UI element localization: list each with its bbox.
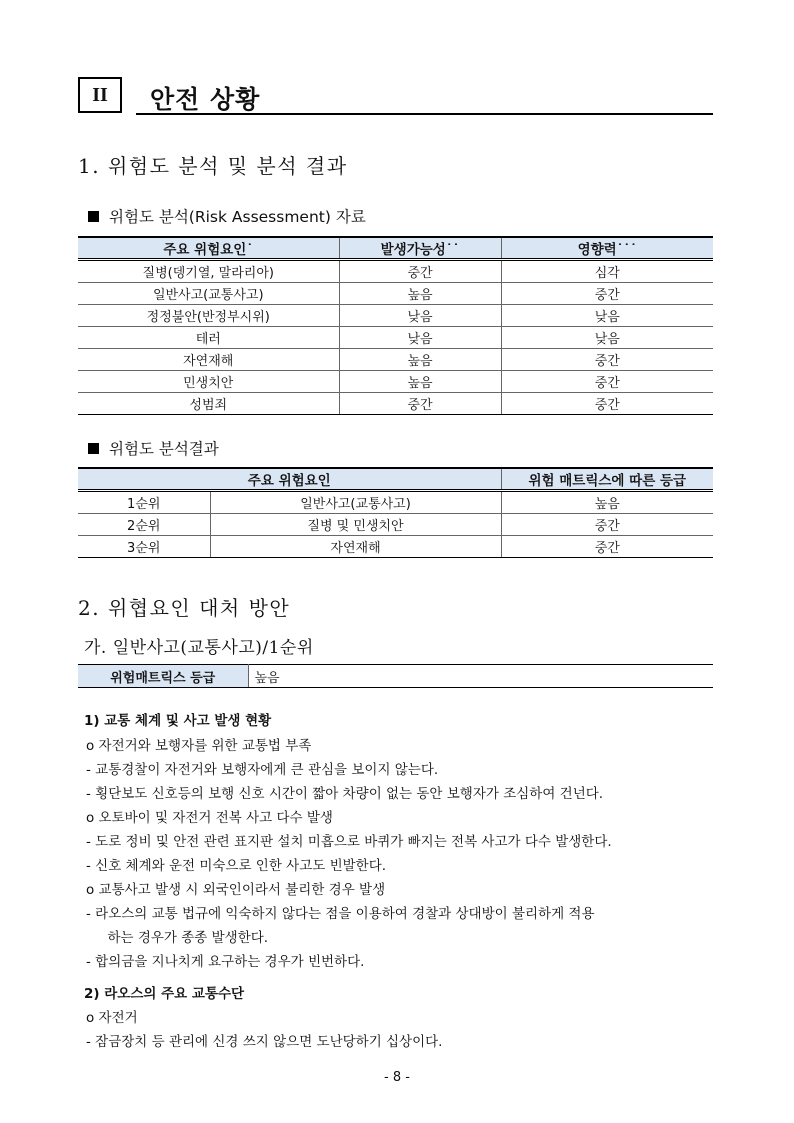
table-row: [78, 665, 713, 688]
table-cell: 낮음: [501, 305, 713, 327]
table-row: [78, 536, 713, 558]
body-line: - 횡단보도 신호등의 보행 신호 시간이 짧아 차량이 없는 동안 보행자가 조심하여 건넌다.: [86, 786, 604, 802]
table-cell: 중간: [501, 371, 713, 393]
table-cell: 2순위: [78, 514, 210, 536]
section2-heading: 2. 위협요인 대처 방안: [78, 596, 291, 620]
table-cell: 높음: [339, 371, 501, 393]
table-cell: 낮음: [501, 327, 713, 349]
table-cell: 중간: [339, 260, 501, 283]
column-header: 주요 위험요인: [78, 468, 501, 491]
column-header: 영향력˙˙˙: [501, 237, 713, 260]
risk-grade-table: [78, 664, 713, 688]
table-cell: 낮음: [339, 327, 501, 349]
table-row: [78, 371, 713, 393]
table-row: [78, 260, 713, 283]
table-cell: 자연재해: [78, 349, 339, 371]
table-row: [78, 283, 713, 305]
table-cell: 질병(뎅기열, 말라리아): [78, 260, 339, 283]
table-cell: 1순위: [78, 491, 210, 514]
point2-heading: 2) 라오스의 주요 교통수단: [84, 986, 245, 1002]
body-line: 하는 경우가 종종 발생한다.: [86, 930, 269, 946]
table-cell: 중간: [501, 283, 713, 305]
table-cell: 높음: [501, 491, 713, 514]
table-header-row: [78, 237, 713, 260]
table-cell: 심각: [501, 260, 713, 283]
grade-value: 높음: [248, 665, 713, 688]
table-cell: 3순위: [78, 536, 210, 558]
table-row: [78, 514, 713, 536]
point1-heading: 1) 교통 체계 및 사고 발생 현황: [84, 713, 272, 729]
body-line: - 교통경찰이 자전거와 보행자에게 큰 관심을 보이지 않는다.: [86, 762, 439, 778]
square-bullet-icon: [88, 211, 99, 222]
table-cell: 중간: [339, 393, 501, 415]
body-line: - 잠금장치 등 관리에 신경 쓰지 않으면 도난당하기 십상이다.: [86, 1034, 443, 1050]
table-row: [78, 349, 713, 371]
table-row: [78, 327, 713, 349]
body-line: - 도로 정비 및 안전 관련 표지판 설치 미흡으로 바퀴가 빠지는 전복 사고가 다수 발생한다.: [86, 834, 612, 850]
table-cell: 일반사고(교통사고): [78, 283, 339, 305]
body-line: o 교통사고 발생 시 외국인이라서 불리한 경우 발생: [86, 882, 386, 898]
table-row: [78, 491, 713, 514]
table-row: [78, 393, 713, 415]
column-header: 발생가능성˙˙: [339, 237, 501, 260]
subsection-heading: 가. 일반사고(교통사고)/1순위: [84, 638, 314, 658]
risk-result-heading: 위험도 분석결과: [88, 437, 219, 459]
table-cell: 정정불안(반정부시위): [78, 305, 339, 327]
body-line: o 자전거: [86, 1010, 138, 1026]
body-line: - 신호 체계와 운전 미숙으로 인한 사고도 빈발한다.: [86, 858, 387, 874]
table-cell: 높음: [339, 283, 501, 305]
body-line: - 라오스의 교통 법규에 익숙하지 않다는 점을 이용하여 경찰과 상대방이 불리하게 적용: [86, 906, 595, 922]
section1-heading: 1. 위험도 분석 및 분석 결과: [78, 154, 348, 178]
body-line: o 오토바이 및 자전거 전복 사고 다수 발생: [86, 810, 333, 826]
table-cell: 중간: [501, 536, 713, 558]
table-cell: 성범죄: [78, 393, 339, 415]
table-cell: 질병 및 민생치안: [210, 514, 501, 536]
table-cell: 중간: [501, 393, 713, 415]
grade-label: 위험매트릭스 등급: [78, 665, 248, 688]
table-cell: 일반사고(교통사고): [210, 491, 501, 514]
table-header-row: [78, 468, 713, 491]
table-cell: 중간: [501, 349, 713, 371]
table-cell: 자연재해: [210, 536, 501, 558]
risk-result-table: [78, 467, 713, 558]
square-bullet-icon: [88, 443, 99, 454]
column-header: 주요 위험요인˙: [78, 237, 339, 260]
table-row: [78, 305, 713, 327]
chapter-number-box: [78, 77, 122, 113]
table-cell: 중간: [501, 514, 713, 536]
chapter-number: II: [92, 83, 108, 106]
table-cell: 민생치안: [78, 371, 339, 393]
page-number: - 8 -: [384, 1070, 410, 1085]
risk-data-table: [78, 236, 713, 415]
body-line: o 자전거와 보행자를 위한 교통법 부족: [86, 738, 312, 754]
chapter-title: 안전 상황: [150, 85, 261, 114]
risk-data-heading: 위험도 분석(Risk Assessment) 자료: [88, 205, 366, 227]
body-line: - 합의금을 지나치게 요구하는 경우가 빈번하다.: [86, 954, 365, 970]
column-header: 위험 매트릭스에 따른 등급: [501, 468, 713, 491]
chapter-rule: [136, 113, 713, 115]
table-cell: 테러: [78, 327, 339, 349]
table-cell: 낮음: [339, 305, 501, 327]
table-cell: 높음: [339, 349, 501, 371]
